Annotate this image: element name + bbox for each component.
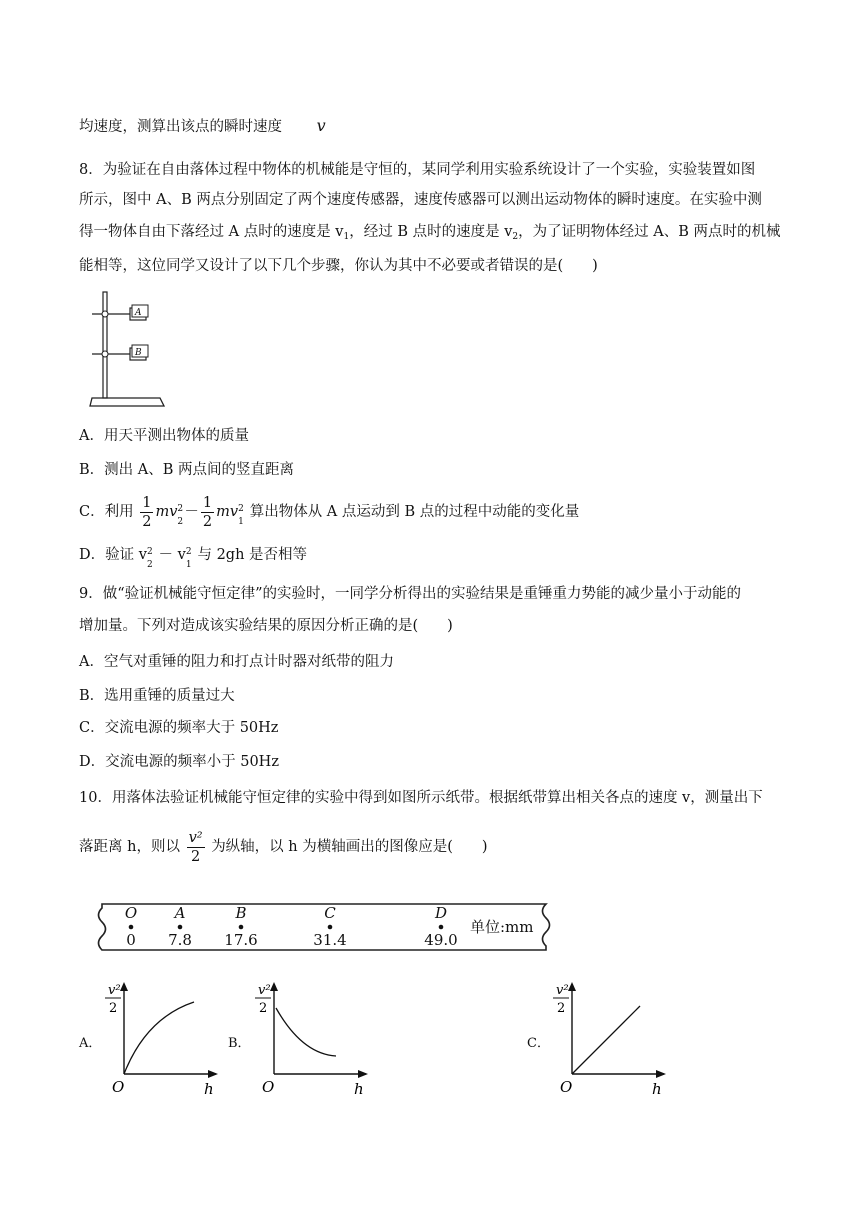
q10-frac-den: 2 <box>190 848 201 865</box>
y-axis-label-den: 2 <box>109 1001 118 1016</box>
x-axis-label: h <box>354 1080 364 1098</box>
q7-tail-text: 均速度，测算出该点的瞬时速度 <box>79 119 282 135</box>
tape-value: 17.6 <box>224 931 258 949</box>
q7-velocity-symbol: v <box>316 116 326 135</box>
tape-unit: 单位:mm <box>470 918 534 936</box>
q8-option-a: A．用天平测出物体的质量 <box>79 428 249 444</box>
y-axis-arrow <box>568 982 576 991</box>
q9-option-c: C．交流电源的频率大于 50Hz <box>79 720 279 736</box>
tape-point-label: O <box>124 904 138 922</box>
y-axis-label-num: v² <box>258 983 271 998</box>
graph-c <box>548 976 668 1100</box>
q8-option-d-post: 与 2gh 是否相等 <box>192 547 308 563</box>
sensor-b-label: B <box>135 348 142 358</box>
x-axis-arrow <box>656 1070 666 1078</box>
q8-option-c-pre: C．利用 <box>79 504 134 520</box>
q8-apparatus-figure <box>88 290 168 412</box>
q8-line-3b: ，经过 B 点时的速度是 v <box>349 224 513 240</box>
y-axis-label-den: 2 <box>557 1001 566 1016</box>
q8-line-1: 8．为验证在自由落体过程中物体的机械能是守恒的，某同学利用实验系统设计了一个实验，实验装置如图 <box>79 162 756 178</box>
graph-curve <box>572 1006 640 1074</box>
y-axis-arrow <box>120 982 128 991</box>
q8-option-d-pre: D．验证 v <box>79 547 147 563</box>
q9-option-d: D．交流电源的频率小于 50Hz <box>79 754 279 770</box>
graph-a <box>100 976 220 1100</box>
q8-option-c-post: 算出物体从 A 点运动到 B 点的过程中动能的变化量 <box>249 504 580 520</box>
y-axis-label-den: 2 <box>259 1001 268 1016</box>
tape-dot <box>239 925 244 930</box>
q9-option-a: A．空气对重锤的阻力和打点计时器对纸带的阻力 <box>79 654 394 670</box>
y-axis-label-num: v² <box>108 983 121 998</box>
graph-b-label: B． <box>228 1036 251 1051</box>
tape-point-label: C <box>324 904 336 922</box>
q7-tail-line <box>79 116 326 137</box>
origin-label: O <box>560 1078 573 1096</box>
q10-line-2 <box>79 826 488 868</box>
q8-option-c: C．利用 $\frac{1}{2}$ mv 2 2 － $\frac{1}{2}$ mv 2 1 算出物体从 A 点运动到 B 点的过程中动能的变化量 <box>79 494 580 530</box>
y-axis-label-num: v² <box>556 983 569 998</box>
tape-dot <box>439 925 444 930</box>
q8-line-4: 能相等，这位同学又设计了以下几个步骤，你认为其中不必要或者错误的是( ) <box>79 258 598 274</box>
q10-frac-num: v² <box>188 829 203 846</box>
tape-value: 0 <box>126 931 136 949</box>
tape-value: 49.0 <box>424 931 458 949</box>
q8-option-b: B．测出 A、B 两点间的竖直距离 <box>79 462 294 478</box>
q8-line-3c: ，为了证明物体经过 A、B 两点时的机械 <box>518 224 781 240</box>
q10-line-2-post: 为纵轴，以 h 为横轴画出的图像应是( ) <box>211 839 488 855</box>
q10-line-2-pre: 落距离 h，则以 <box>79 839 180 855</box>
graph-a-label: A． <box>79 1036 102 1051</box>
q8-option-d: D．验证 v 2 2 － v 2 1 与 2gh 是否相等 <box>79 547 308 570</box>
sensor-a-label: A <box>135 308 142 318</box>
x-axis-label: h <box>204 1080 214 1098</box>
q9-line-1: 9．做“验证机械能守恒定律”的实验时，一同学分析得出的实验结果是重锤重力势能的减少量小于动能的 <box>79 586 742 602</box>
graph-b <box>250 976 370 1100</box>
q8-option-d-mid: － v <box>153 547 186 563</box>
tape-dot <box>178 925 183 930</box>
tape-value: 31.4 <box>313 931 347 949</box>
q9-option-b: B．选用重锤的质量过大 <box>79 688 235 704</box>
x-axis-label: h <box>652 1080 662 1098</box>
graph-curve <box>276 1008 336 1056</box>
graph-c-label: C． <box>527 1036 550 1051</box>
x-axis-arrow <box>358 1070 368 1078</box>
q9-line-2: 增加量。下列对造成该实验结果的原因分析正确的是( ) <box>79 618 453 634</box>
q8-line-3a: 得一物体自由下落经过 A 点时的速度是 v <box>79 224 344 240</box>
tape-value: 7.8 <box>168 931 192 949</box>
q8-line-2: 所示，图中 A、B 两点分别固定了两个速度传感器，速度传感器可以测出运动物体的瞬时速度。在实验中测 <box>79 192 762 208</box>
q10-line-1: 10．用落体法验证机械能守恒定律的实验中得到如图所示纸带。根据纸带算出相关各点的速度 v，测量出下 <box>79 790 763 806</box>
origin-label: O <box>262 1078 275 1096</box>
q8-line-3: 得一物体自由下落经过 A 点时的速度是 $v_1$，经过 B 点时的速度是 $v_2$，为了证明物体经过 A、B 两点时的机械 <box>79 224 781 242</box>
tape-point-label: A <box>174 904 186 922</box>
tape-dot <box>328 925 333 930</box>
paper-tape-figure <box>88 898 558 958</box>
tape-point-label: B <box>235 904 247 922</box>
x-axis-arrow <box>208 1070 218 1078</box>
origin-label: O <box>112 1078 125 1096</box>
tape-dot <box>129 925 134 930</box>
graph-curve <box>124 1002 194 1074</box>
tape-point-label: D <box>434 904 448 922</box>
y-axis-arrow <box>270 982 278 991</box>
